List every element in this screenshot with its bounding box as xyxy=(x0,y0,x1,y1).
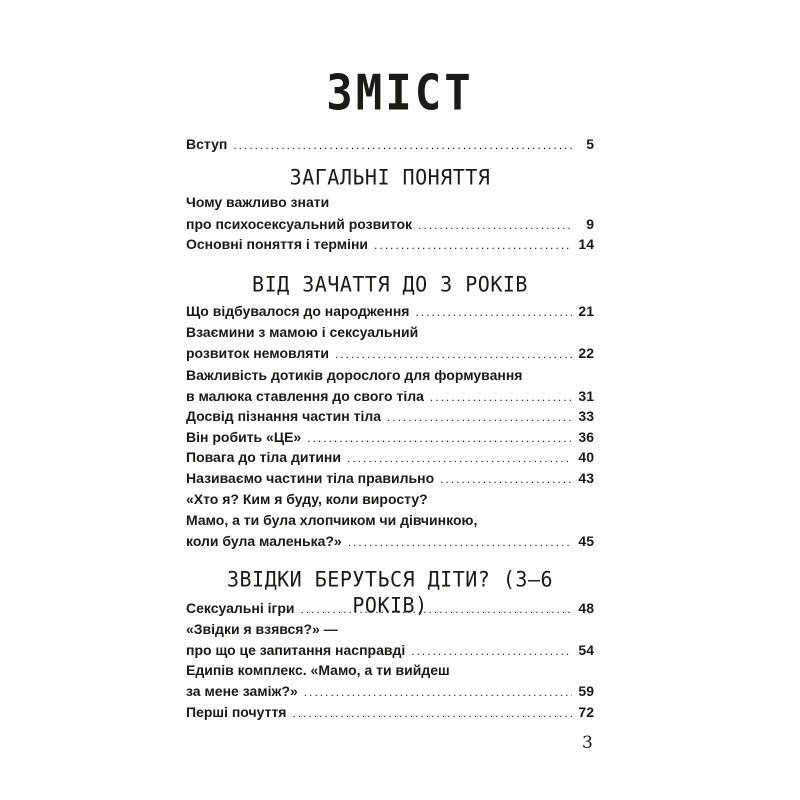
toc-entry-page: 45 xyxy=(578,533,594,549)
toc-entry xyxy=(186,618,594,640)
section-heading-birth-to-3: ВІД ЗАЧАТТЯ ДО 3 РОКІВ xyxy=(252,271,528,297)
toc-entry-page: 43 xyxy=(578,470,594,486)
toc-entry xyxy=(186,509,594,531)
toc-entry-text: Чому важливо знати xyxy=(186,194,330,210)
toc-entry-text: Вступ xyxy=(186,136,228,152)
toc-entry xyxy=(186,467,594,489)
toc-entry-page: 33 xyxy=(578,408,594,424)
toc-entry-page: 31 xyxy=(578,388,594,404)
toc-entry-text: про що це запитання насправді xyxy=(186,642,406,658)
toc-entry-text: Що відбувалося до народження xyxy=(186,303,410,319)
toc-entry-text: Взаємини з мамою і сексуальний xyxy=(186,324,419,340)
toc-entry-text: за мене заміж?» xyxy=(186,683,298,699)
section-heading-general: ЗАГАЛЬНІ ПОНЯТТЯ xyxy=(289,164,491,190)
leader-dots xyxy=(415,301,572,323)
toc-entry-page: 5 xyxy=(586,136,594,152)
toc-entry-text: Едипів комплекс. «Мамо, а ти вийдеш xyxy=(186,662,450,678)
toc-entry xyxy=(186,385,594,407)
leader-dots xyxy=(347,447,572,469)
page-title: ЗМІСТ xyxy=(326,64,474,123)
toc-entry xyxy=(186,639,594,661)
toc-entry-page: 36 xyxy=(578,429,594,445)
toc-entry-text: «Звідки я взявся?» — xyxy=(186,621,338,637)
toc-entry-text: про психосексуальний розвиток xyxy=(186,216,413,232)
toc-entry xyxy=(186,405,594,427)
toc-entry xyxy=(186,530,594,552)
toc-entry-text: Він робить «ЦЕ» xyxy=(186,429,302,445)
toc-entry-page: 72 xyxy=(578,704,594,720)
toc-entry-page: 54 xyxy=(578,642,594,658)
toc-entry-text: Сексуальні ігри xyxy=(186,600,295,616)
toc-entry xyxy=(186,701,594,723)
leader-dots xyxy=(292,702,572,724)
leader-dots xyxy=(335,343,572,365)
toc-entry-text: розвиток немовляти xyxy=(186,345,329,361)
leader-dots xyxy=(387,406,572,428)
toc-entry-page: 14 xyxy=(578,236,594,252)
toc-entry xyxy=(186,680,594,702)
toc-entry-text: Важливість дотиків дорослого для формування xyxy=(186,367,523,383)
section-heading-3-to-6: ЗВІДКИ БЕРУТЬСЯ ДІТИ? (3–6 РОКІВ) xyxy=(226,566,554,618)
toc-entry-intro xyxy=(186,133,594,155)
toc-entry-text: в малюка ставлення до свого тіла xyxy=(186,388,424,404)
toc-entry xyxy=(186,488,594,510)
leader-dots xyxy=(301,598,572,620)
toc-entry-text: Досвід пізнання частин тіла xyxy=(186,408,382,424)
toc-entry xyxy=(186,659,594,681)
toc-entry xyxy=(186,364,594,386)
toc-entry xyxy=(186,342,594,364)
toc-entry xyxy=(186,597,594,619)
toc-entry-page: 59 xyxy=(578,683,594,699)
toc-entry-text: «Хто я? Ким я буду, коли виросту? xyxy=(186,491,428,507)
leader-dots xyxy=(374,234,572,256)
leader-dots xyxy=(440,468,572,490)
toc-entry-text: Мамо, а ти була хлопчиком чи дівчинкою, xyxy=(186,512,478,528)
toc-entry-page: 9 xyxy=(586,216,594,232)
toc-entry-page: 48 xyxy=(578,600,594,616)
toc-entry-page: 21 xyxy=(578,303,594,319)
toc-entry xyxy=(186,446,594,468)
toc-entry-text: Називаємо частини тіла правильно xyxy=(186,470,435,486)
toc-entry xyxy=(186,191,594,213)
page-number: 3 xyxy=(582,733,593,753)
toc-entry-text: Основні поняття і терміни xyxy=(186,236,369,252)
toc-entry xyxy=(186,300,594,322)
leader-dots xyxy=(233,134,572,156)
toc-entry-page: 22 xyxy=(578,345,594,361)
toc-entry xyxy=(186,321,594,343)
toc-entry xyxy=(186,213,594,235)
toc-entry-page: 40 xyxy=(578,449,594,465)
toc-entry-text: Перші почуття xyxy=(186,704,287,720)
leader-dots xyxy=(348,531,572,553)
toc-entry xyxy=(186,233,594,255)
toc-entry-text: коли була маленька?» xyxy=(186,533,342,549)
leader-dots xyxy=(304,681,572,703)
toc-entry xyxy=(186,426,594,448)
toc-entry-text: Повага до тіла дитини xyxy=(186,449,341,465)
